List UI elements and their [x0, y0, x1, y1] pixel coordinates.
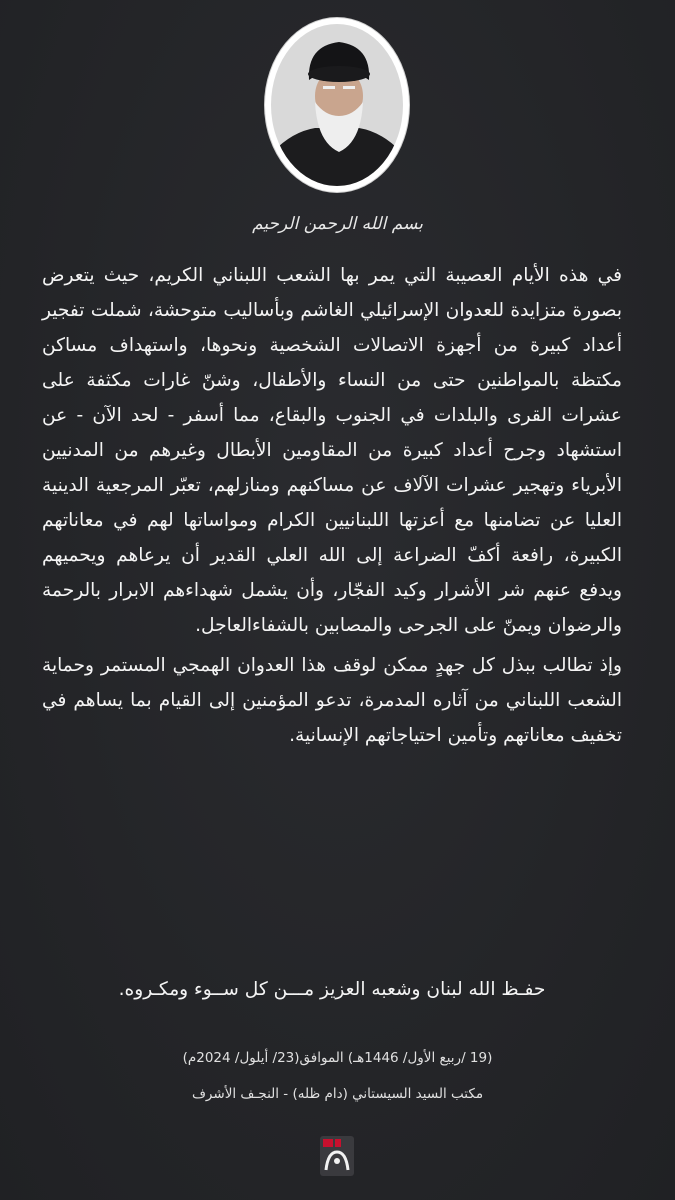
statement-body: [42, 258, 622, 758]
date-line: (19 /ربيع الأول/ 1446هـ) الموافق(23/ أيلول/ 2024م): [182, 1050, 493, 1066]
basmala: بسم الله الرحمن الرحيم: [252, 214, 423, 234]
paragraph: وإذ تطالب ببذل كل جهدٍ ممكن لوقف هذا العدوان الهمجي المستمر وحماية الشعب اللبناني من آثاره المدمرة، تدعو المؤمنين إلى القيام بما يساهم في تخفيف معاناتهم وتأمين احتياجاتهم الإنسانية.: [42, 655, 622, 746]
office-logo-icon: [318, 1134, 356, 1178]
paragraph: في هذه الأيام العصيبة التي يمر بها الشعب اللبناني الكريم، حيث يتعرض بصورة متزايدة للعدوان الإسرائيلي الغاشم وبأساليب متوحشة، شملت تفجير أعداد كبيرة من أجهزة الاتصالات الشخصية ونحوها، واستهداف مساكن مكتظة بالمواطنين حتى من النساء والأطفال، وشنّ غارات مكثفة على عشرات القرى والبلدات في الجنوب والبقاع، مما أسفر - لحد الآن - عن استشهاد وجرح أعداد كبيرة من المقاومين الأبطال وغيرهم من المدنيين الأبرياء وتهجير عشرات الآلاف عن مساكنهم ومنازلهم، تعبّر المرجعية الدينية العليا عن تضامنها مع أعزتها اللبنانيين الكرام ومواساتها لهم في معاناتهم الكبيرة، رافعة أكفّ الضراعة إلى الله العلي القدير أن يرعاهم ويحميهم ويدفع عنهم شر الأشرار وكيد الفجّار، وأن يشمل شهداءهم الابرار بالرحمة والرضوان ويمنّ على الجرحى والمصابين بالشفاءالعاجل.: [42, 265, 622, 636]
closing-line: حفـظ الله لبنان وشعبه العزيز مـــن كل ســوء ومكـروه.: [118, 979, 546, 1000]
portrait-frame: [265, 18, 409, 192]
portrait-image: [271, 24, 403, 186]
office-signature: مكتب السيد السيستاني (دام ظله) - النجـف الأشرف: [191, 1086, 484, 1102]
